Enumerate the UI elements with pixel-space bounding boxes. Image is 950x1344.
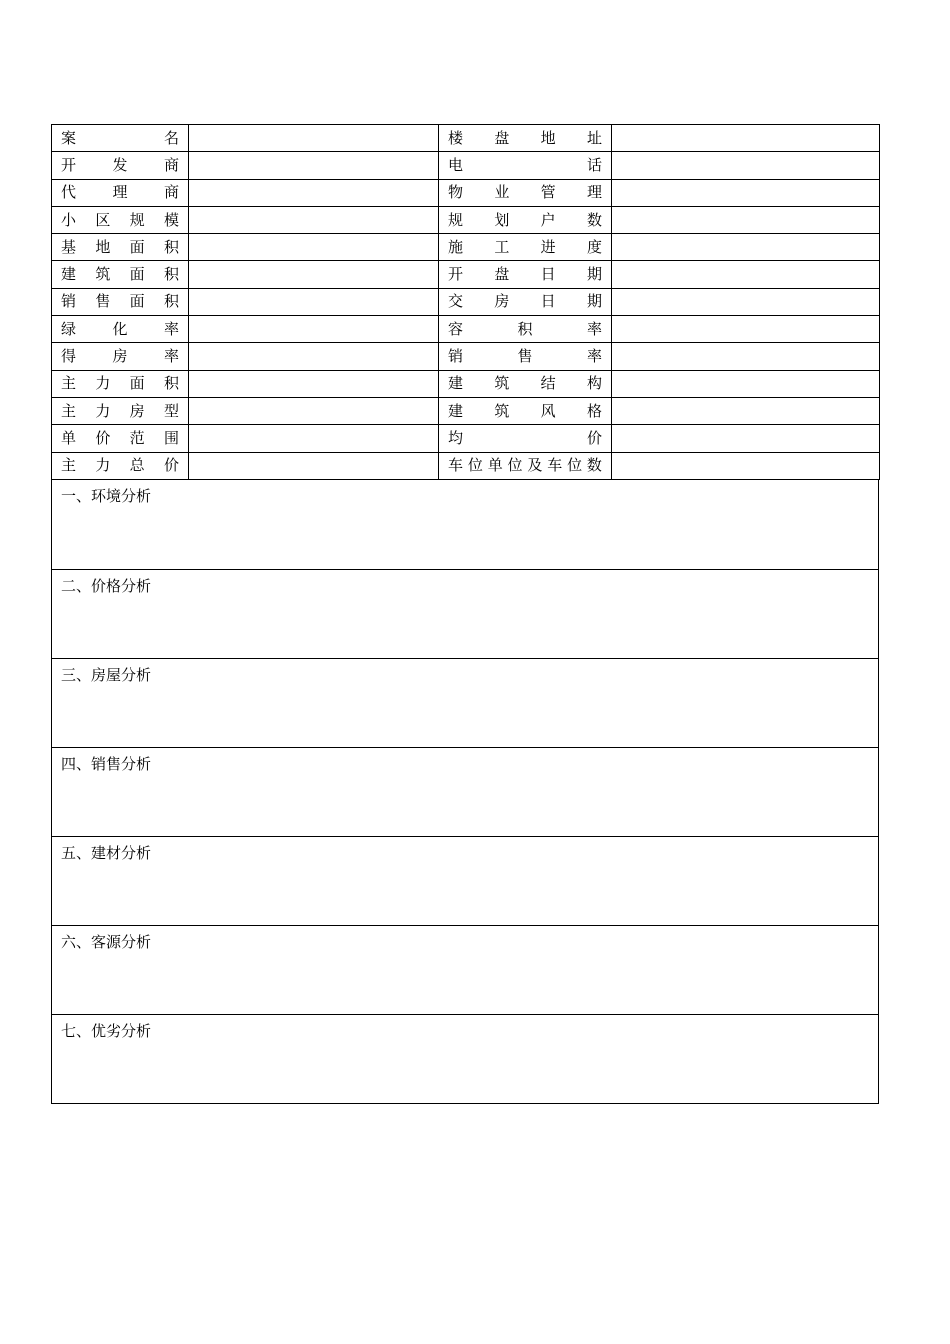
right-field-value[interactable]	[612, 206, 880, 233]
label-text: 单 价 范 围	[61, 428, 179, 447]
right-field-value[interactable]	[612, 125, 880, 152]
table-row	[52, 152, 880, 179]
label-text: 建 筑 风 格	[448, 401, 602, 420]
property-survey-form	[51, 124, 879, 1104]
section-title: 七、优劣分析	[61, 1021, 152, 1040]
label-text: 楼 盘 地 址	[448, 128, 602, 147]
table-row	[52, 370, 880, 397]
table-row	[52, 288, 880, 315]
right-field-value[interactable]	[612, 343, 880, 370]
right-field-label	[439, 316, 612, 343]
left-field-value[interactable]	[189, 152, 439, 179]
left-field-value[interactable]	[189, 234, 439, 261]
table-row	[52, 452, 880, 479]
left-field-label	[52, 370, 189, 397]
label-text: 基 地 面 积	[61, 237, 179, 256]
label-text: 绿 化 率	[61, 319, 179, 338]
right-field-label	[439, 452, 612, 479]
label-text: 小 区 规 模	[61, 210, 179, 229]
label-text: 容 积 率	[448, 319, 602, 338]
left-field-label	[52, 452, 189, 479]
left-field-label	[52, 397, 189, 424]
section-title: 一、环境分析	[61, 486, 152, 505]
right-field-value[interactable]	[612, 288, 880, 315]
left-field-value[interactable]	[189, 452, 439, 479]
property-info-table	[51, 124, 880, 480]
table-row	[52, 316, 880, 343]
label-text: 主 力 面 积	[61, 374, 179, 393]
right-field-label	[439, 288, 612, 315]
left-field-label	[52, 288, 189, 315]
left-field-label	[52, 316, 189, 343]
label-text: 均 价	[448, 428, 602, 447]
right-field-value[interactable]	[612, 179, 880, 206]
left-field-value[interactable]	[189, 179, 439, 206]
right-field-value[interactable]	[612, 452, 880, 479]
label-text: 物 业 管 理	[448, 183, 602, 202]
left-field-label	[52, 343, 189, 370]
label-text: 主 力 房 型	[61, 401, 179, 420]
label-text: 主 力 总 价	[61, 456, 179, 475]
left-field-label	[52, 152, 189, 179]
label-text: 施 工 进 度	[448, 237, 602, 256]
left-field-value[interactable]	[189, 316, 439, 343]
left-field-label	[52, 425, 189, 452]
right-field-value[interactable]	[612, 152, 880, 179]
section-title: 五、建材分析	[61, 843, 152, 862]
left-field-label	[52, 261, 189, 288]
section-title: 四、销售分析	[61, 754, 152, 773]
label-text: 建 筑 面 积	[61, 265, 179, 284]
label-text: 代 理 商	[61, 183, 179, 202]
right-field-label	[439, 261, 612, 288]
right-field-value[interactable]	[612, 234, 880, 261]
right-field-label	[439, 425, 612, 452]
table-row	[52, 425, 880, 452]
analysis-sections	[51, 480, 879, 1104]
table-row	[52, 234, 880, 261]
label-text: 案 名	[61, 128, 179, 147]
table-row	[52, 343, 880, 370]
left-field-value[interactable]	[189, 425, 439, 452]
table-row	[52, 125, 880, 152]
left-field-value[interactable]	[189, 206, 439, 233]
left-field-value[interactable]	[189, 370, 439, 397]
analysis-section[interactable]	[52, 1014, 878, 1103]
label-text: 开 发 商	[61, 155, 179, 174]
table-row	[52, 179, 880, 206]
label-text: 销 售 率	[448, 347, 602, 366]
label-text: 电 话	[448, 155, 602, 174]
analysis-section[interactable]	[52, 925, 878, 1014]
left-field-value[interactable]	[189, 288, 439, 315]
label-text: 得 房 率	[61, 347, 179, 366]
right-field-label	[439, 234, 612, 261]
left-field-value[interactable]	[189, 343, 439, 370]
label-text: 建 筑 结 构	[448, 374, 602, 393]
right-field-value[interactable]	[612, 397, 880, 424]
left-field-value[interactable]	[189, 125, 439, 152]
analysis-section[interactable]	[52, 836, 878, 925]
analysis-section[interactable]	[52, 569, 878, 658]
right-field-label	[439, 206, 612, 233]
label-text: 规 划 户 数	[448, 210, 602, 229]
right-field-label	[439, 343, 612, 370]
right-field-value[interactable]	[612, 425, 880, 452]
left-field-label	[52, 234, 189, 261]
analysis-section[interactable]	[52, 480, 878, 569]
label-text: 销 售 面 积	[61, 292, 179, 311]
right-field-label	[439, 152, 612, 179]
left-field-value[interactable]	[189, 397, 439, 424]
section-title: 三、房屋分析	[61, 665, 152, 684]
table-row	[52, 397, 880, 424]
right-field-label	[439, 397, 612, 424]
right-field-label	[439, 125, 612, 152]
section-title: 二、价格分析	[61, 576, 152, 595]
left-field-label	[52, 179, 189, 206]
analysis-section[interactable]	[52, 747, 878, 836]
right-field-value[interactable]	[612, 370, 880, 397]
label-text: 开 盘 日 期	[448, 265, 602, 284]
left-field-label	[52, 206, 189, 233]
right-field-label	[439, 179, 612, 206]
right-field-value[interactable]	[612, 261, 880, 288]
left-field-value[interactable]	[189, 261, 439, 288]
right-field-label	[439, 370, 612, 397]
section-title: 六、客源分析	[61, 932, 152, 951]
right-field-value[interactable]	[612, 316, 880, 343]
label-text: 车 位 单 位 及 车 位 数	[448, 456, 602, 475]
table-row	[52, 206, 880, 233]
table-row	[52, 261, 880, 288]
left-field-label	[52, 125, 189, 152]
analysis-section[interactable]	[52, 658, 878, 747]
label-text: 交 房 日 期	[448, 292, 602, 311]
